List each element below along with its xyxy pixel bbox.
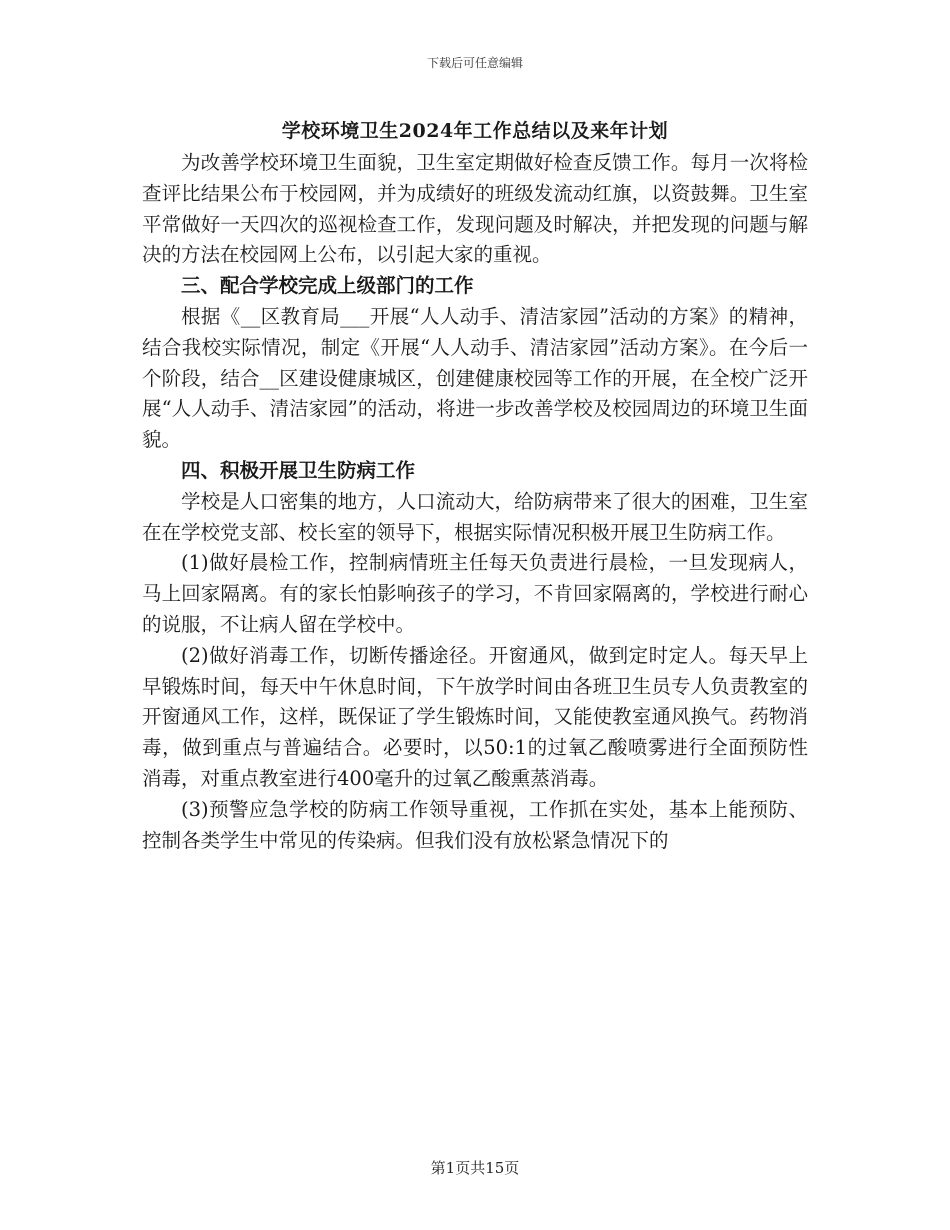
paragraph: (2)做好消毒工作，切断传播途径。开窗通风，做到定时定人。每天早上早锻炼时间，每天中午休息时间，下午放学时间由各班卫生员专人负责教室的开窗通风工作，这样，既保证了学生锻炼时间，又能使教室通风换气。药物消毒，做到重点与普遍结合。必要时，以50:1的过氧乙酸喷雾进行全面预防性消毒，对重点教室进行400毫升的过氧乙酸熏蒸消毒。 [142, 643, 808, 790]
paragraph: (1)做好晨检工作，控制病情班主任每天负责进行晨检，一旦发现病人，马上回家隔离。有的家长怕影响孩子的学习，不肯回家隔离的，学校进行耐心的说服，不让病人留在学校中。 [142, 551, 808, 636]
section-heading: 三、配合学校完成上级部门的工作 [181, 274, 474, 298]
paragraph: 根据《__区教育局___开展“人人动手、清洁家园”活动的方案》的精神，结合我校实际情况，制定《开展“人人动手、清洁家园”活动方案》。在今后一个阶段，结合__区建设健康城区，创建健康校园等工作的开展，在全校广泛开展“人人动手、清洁家园”的活动，将进一步改善学校及校园周边的环境卫生面貌。 [142, 304, 808, 452]
header-note: 下载后可任意编辑 [426, 56, 523, 70]
paragraph: 为改善学校环境卫生面貌，卫生室定期做好检查反馈工作。每月一次将检查评比结果公布于校园网，并为成绩好的班级发流动红旗，以资鼓舞。卫生室平常做好一天四次的巡视检查工作，发现问题及时解决，并把发现的问题与解决的方法在校园网上公布，以引起大家的重视。 [142, 151, 808, 267]
paragraph: (3)预警应急学校的防病工作领导重视，工作抓在实处，基本上能预防、控制各类学生中常见的传染病。但我们没有放松紧急情况下的 [142, 797, 808, 852]
section-heading: 四、积极开展卫生防病工作 [181, 458, 416, 482]
page-footer: 第1页共15页 [430, 1159, 520, 1177]
paragraph: 学校是人口密集的地方，人口流动大，给防病带来了很大的困难，卫生室在在学校党支部、校长室的领导下，根据实际情况积极开展卫生防病工作。 [142, 489, 808, 544]
document-body [142, 148, 808, 856]
document-title: 学校环境卫生2024年工作总结以及来年计划 [281, 120, 669, 142]
